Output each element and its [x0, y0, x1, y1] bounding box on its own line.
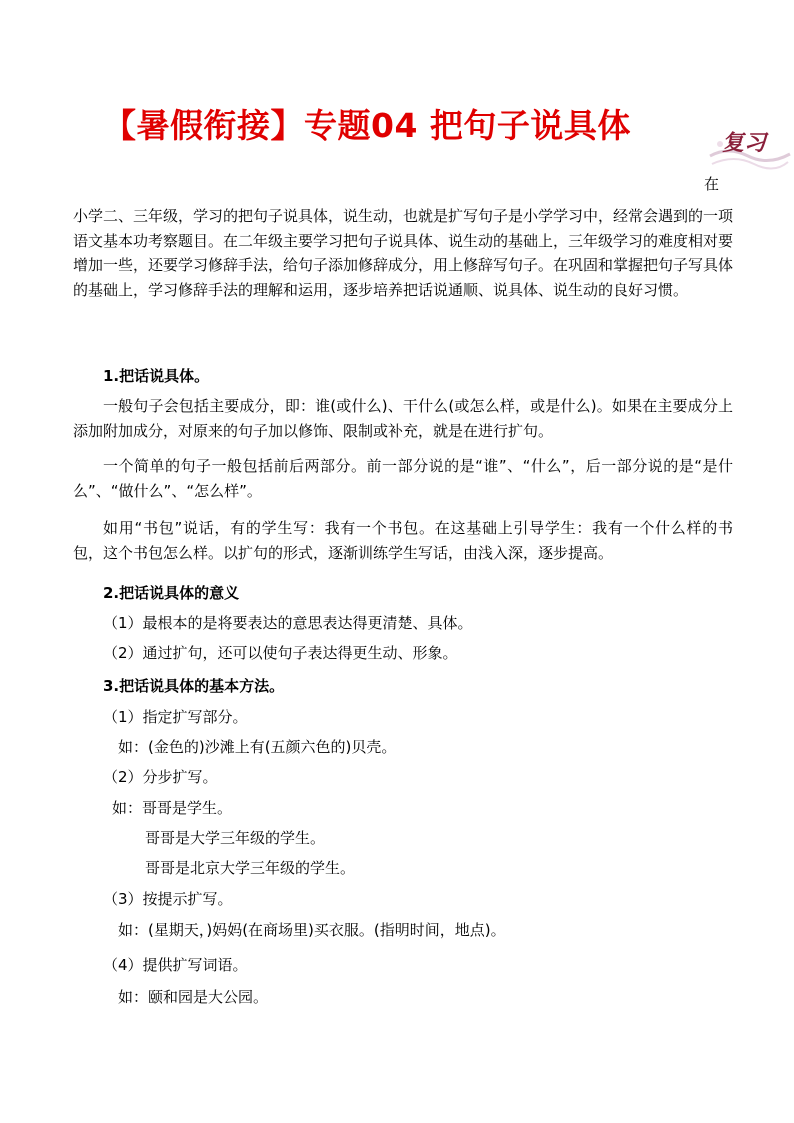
method-3: （3）按提示扩写。	[103, 890, 233, 908]
section1-paragraph-1: 一般句子会包括主要成分，即：谁(或什么)、干什么(或怎么样，或是什么)。如果在主要成分上添加附加成分，对原来的句子加以修饰、限制或补充，就是在进行扩句。	[73, 397, 733, 440]
section1-paragraph-2: 一个简单的句子一般包括前后两部分。前一部分说的是“谁”、“什么”，后一部分说的是“是什么”、“做什么”、“怎么样”。	[73, 457, 733, 500]
method-1: （1）指定扩写部分。	[103, 708, 248, 726]
section3-heading: 3.把话说具体的基本方法。	[103, 677, 285, 695]
section2-heading: 2.把话说具体的意义	[103, 584, 240, 602]
method-4-example: 如：颐和园是大公园。	[118, 988, 269, 1006]
section1-paragraph-3: 如用“书包”说话，有的学生写：我有一个书包。在这基础上引导学生：我有一个什么样的书包，这个书包怎么样。以扩句的形式，逐渐训练学生写话，由浅入深，逐步提高。	[73, 519, 733, 562]
method-2: （2）分步扩写。	[103, 768, 218, 786]
method-2-example-3: 哥哥是北京大学三年级的学生。	[145, 859, 356, 877]
method-2-example-2: 哥哥是大学三年级的学生。	[145, 829, 326, 847]
method-4: （4）提供扩写词语。	[103, 956, 248, 974]
intro-paragraph: 小学二、三年级，学习的把句子说具体，说生动，也就是扩写句子是小学学习中，经常会遇到的一项语文基本功考察题目。在二年级主要学习把句子说具体、说生动的基础上，三年级学习的难度相对要增加一些，还要学习修辞手法，给句子添加修辞成分，用上修辞写句子。在巩固和掌握把句子写具体的基础上，学习修辞手法的理解和运用，逐步培养把话说通顺、说具体、说生动的良好习惯。	[73, 207, 734, 299]
method-3-example: 如：(星期天，)妈妈(在商场里)买衣服。(指明时间，地点)。	[118, 921, 506, 939]
badge-text: 复习	[722, 130, 767, 156]
method-1-example: 如：(金色的)沙滩上有(五颜六色的)贝壳。	[118, 738, 397, 756]
page-title: 【暑假衔接】专题04 把句子说具体	[103, 106, 631, 145]
review-badge-icon	[708, 116, 792, 178]
section2-item-1: （1）最根本的是将要表达的意思表达得更清楚、具体。	[103, 614, 473, 632]
intro-first-char: 在	[704, 175, 720, 193]
section2-item-2: （2）通过扩句，还可以使句子表达得更生动、形象。	[103, 644, 458, 662]
section1-heading: 1.把话说具体。	[103, 367, 210, 385]
method-2-example: 如：哥哥是学生。	[112, 799, 233, 817]
